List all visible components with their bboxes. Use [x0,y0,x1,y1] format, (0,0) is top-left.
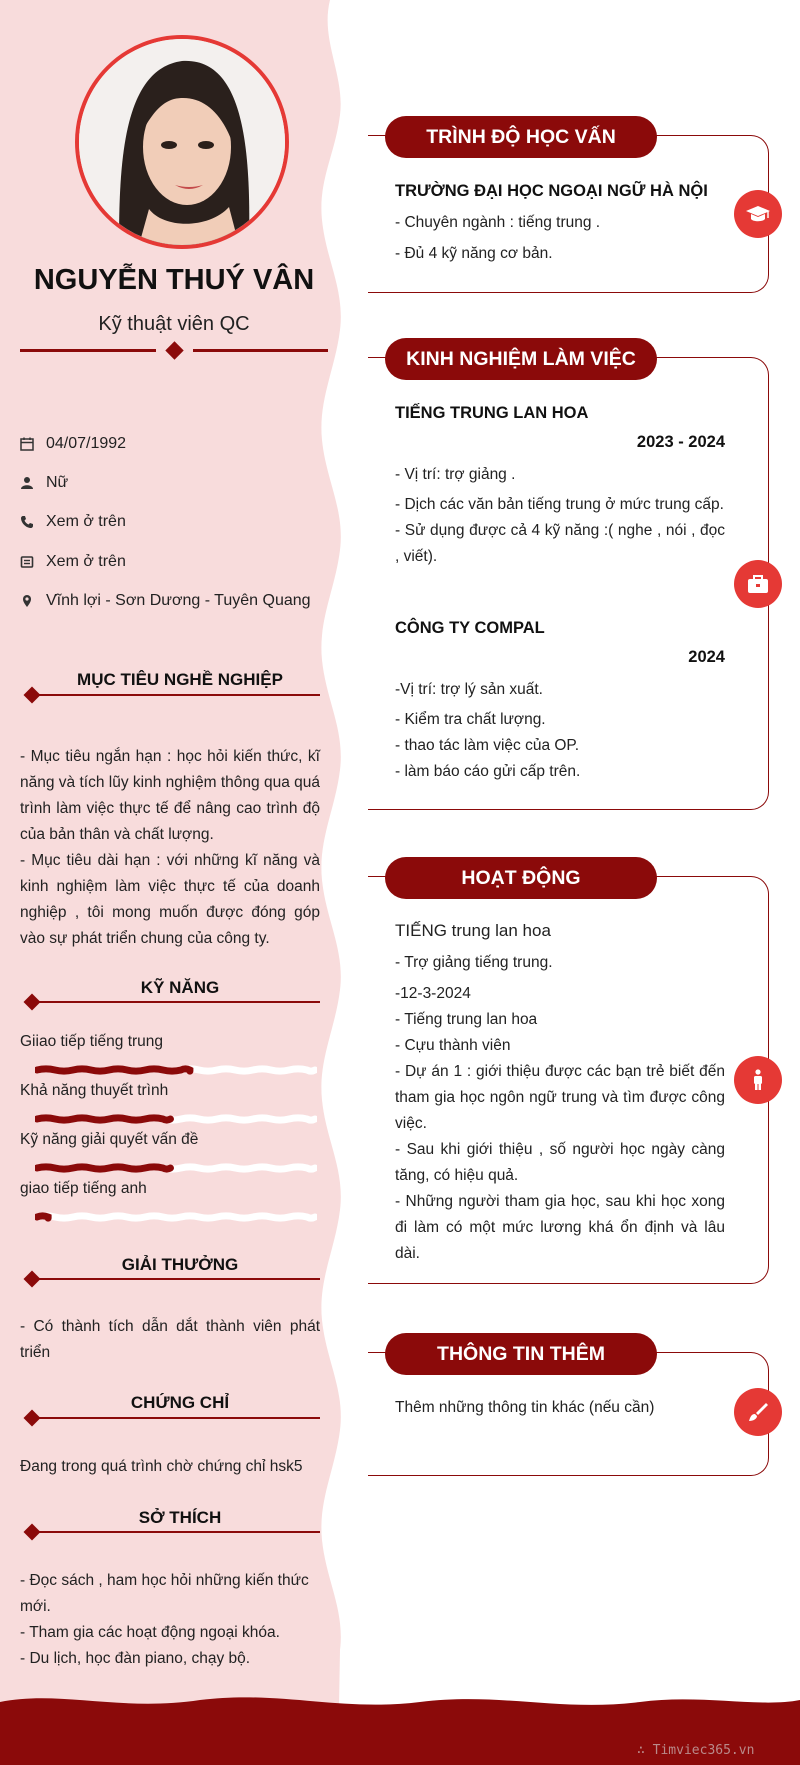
activities-icon-badge [734,1056,782,1104]
skill-bar-track [37,1216,315,1218]
briefcase-icon [746,572,770,596]
email-text: Xem ở trên [46,553,126,570]
skills-title: KỸ NĂNG [140,978,220,997]
job-period: 2023 - 2024 [636,433,725,451]
email-icon [20,555,46,569]
job-position: -Vị trí: trợ lý sản xuất. [395,681,543,698]
skill-bar [35,1062,317,1078]
skill-label: Kỹ năng giải quyết vấn đề [20,1131,199,1148]
hobbies-title: SỞ THÍCH [138,1508,222,1527]
location-icon [20,594,46,608]
job-title: Kỹ thuật viên QC [98,313,250,335]
skill-bar [35,1209,317,1225]
skill-bar-fill [37,1216,48,1218]
portrait-photo [79,39,285,245]
name-divider-right [193,349,328,352]
user-icon [20,476,46,490]
awards-text: - Có thành tích dẫn dắt thành viên phát triển [20,1318,320,1361]
phone-text: Xem ở trên [46,513,126,530]
objective-underline [30,694,320,696]
certificates-underline [30,1417,320,1419]
experience-icon-badge [734,560,782,608]
birthday-text: 04/07/1992 [46,435,127,452]
contact-email [20,550,126,574]
contact-phone [20,510,126,534]
education-icon-badge [734,190,782,238]
address-text: Vĩnh lợi - Sơn Dương - Tuyên Quang [46,592,311,609]
hobbies-underline [30,1531,320,1533]
objective-title: MỤC TIÊU NGHỀ NGHIỆP [77,670,283,689]
job-details: - Kiểm tra chất lượng. - thao tác làm việc của OP. - làm báo cáo gửi cấp trên. [395,711,581,780]
skills-underline [30,1001,320,1003]
activities-org: TIẾNG trung lan hoa [395,921,551,940]
contact-birthday [20,432,126,456]
avatar [75,35,289,249]
certificates-title: CHỨNG CHỈ [130,1393,230,1412]
skill-bar-fill [37,1069,190,1071]
skill-bar [35,1111,317,1127]
job-position: - Vị trí: trợ giảng . [395,466,516,483]
skill-bar-fill [37,1167,170,1169]
skill-bar-fill [37,1118,170,1120]
footer-watermark: ∴ Timviec365.vn [637,1743,755,1758]
activities-header: HOẠT ĐỘNG [385,857,657,899]
activities-line: - Trợ giảng tiếng trung. [395,954,553,971]
skill-bar [35,1160,317,1176]
phone-icon [20,515,46,529]
contact-gender [20,471,68,495]
skill-label: Khả năng thuyết trình [20,1082,169,1099]
activities-details: -12-3-2024 - Tiếng trung lan hoa - Cựu thành viên - Dự án 1 : giới thiệu được các bạn trẻ biết đến tham gia học ngôn ngữ trung và tìm được công việc. - Sau khi giới thiệu , số người học ngày càng tăng, có hiệu quả. - Những người tham gia học, sau khi học xong đi làm có một mức lương khá ổn định và lâu dài. [395,985,725,1262]
contact-address [20,589,311,613]
name-divider-left [20,349,156,352]
extra-icon-badge [734,1388,782,1436]
candidate-name: NGUYỄN THUÝ VÂN [33,264,315,296]
experience-header: KINH NGHIỆM LÀM VIỆC [385,338,657,380]
awards-title: GIẢI THƯỞNG [121,1255,239,1274]
job-company: CÔNG TY COMPAL [395,619,545,637]
education-line: - Chuyên ngành : tiếng trung . [395,214,601,231]
gender-text: Nữ [46,474,69,491]
education-line: - Đủ 4 kỹ năng cơ bản. [395,245,553,262]
person-icon [746,1068,770,1092]
brush-icon [746,1400,770,1424]
calendar-icon [20,437,46,451]
graduation-cap-icon [745,201,771,227]
extra-header: THÔNG TIN THÊM [385,1333,657,1375]
extra-text: Thêm những thông tin khác (nếu cần) [395,1399,655,1416]
skill-label: Giiao tiếp tiếng trung [20,1033,164,1050]
education-header: TRÌNH ĐỘ HỌC VẤN [385,116,657,158]
hobbies-text: - Đọc sách , ham học hỏi những kiến thức mới. - Tham gia các hoạt động ngoại khóa. - Du lịch, học đàn piano, chạy bộ. [20,1572,309,1667]
job-period: 2024 [688,648,725,666]
objective-text: - Mục tiêu ngắn hạn : học hỏi kiến thức, kĩ năng và tích lũy kinh nghiệm thông qua quá trình làm việc thực tế để nâng cao trình độ của bản thân và chất lượng. - Mục tiêu dài hạn : với những kĩ năng và kinh nghiệm làm việc thực tế của doanh nghiệp , tôi mong muốn được đóng góp vào sự phát triển chung của công ty. [20,748,320,947]
job-details: - Dịch các văn bản tiếng trung ở mức trung cấp. - Sử dụng được cả 4 kỹ năng :( nghe , nói , đọc , viết). [395,496,725,565]
education-school: TRƯỜNG ĐẠI HỌC NGOẠI NGỮ HÀ NỘI [395,182,708,200]
certificates-text: Đang trong quá trình chờ chứng chỉ hsk5 [20,1458,303,1475]
awards-underline [30,1278,320,1280]
job-company: TIẾNG TRUNG LAN HOA [395,404,589,422]
skill-label: giao tiếp tiếng anh [20,1180,147,1197]
